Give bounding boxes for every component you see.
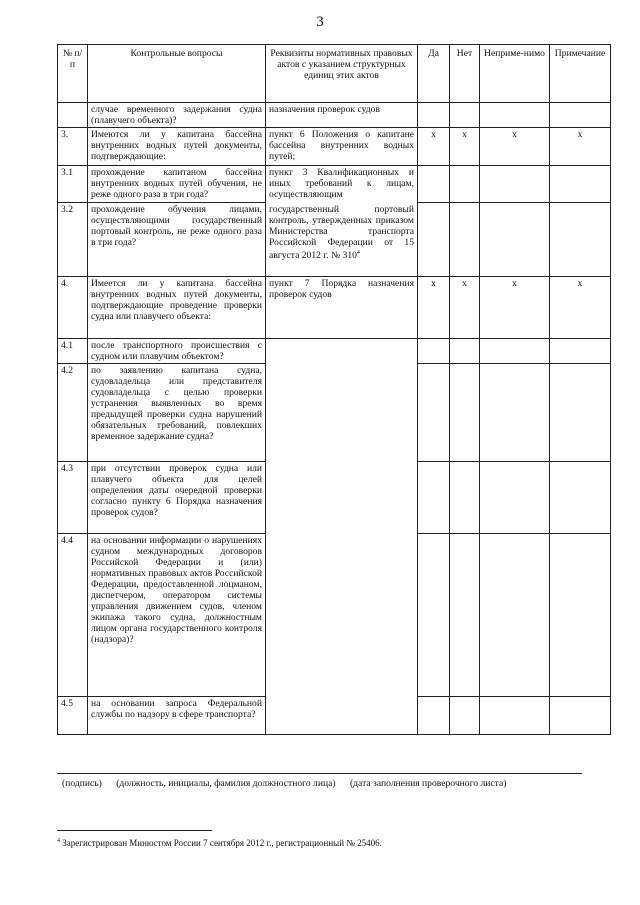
cell-note[interactable]	[550, 203, 611, 277]
footnote-text: Зарегистрирован Минюстом России 7 сентября 2012 г., регистрационный № 25406.	[62, 838, 382, 848]
row-requisite: пункт 6 Положения о капитане бассейна внутренних водных путей;	[266, 128, 418, 166]
row-question: Имеется ли у капитана бассейна внутренних водных путей документы, подтверждающие проведение проверки судна или плавучего объекта:	[88, 277, 266, 339]
footnote-ref: 4	[356, 249, 360, 256]
cell-note[interactable]	[550, 103, 611, 128]
table-row	[58, 203, 611, 277]
table-header-row	[58, 45, 611, 103]
row-question: Имеются ли у капитана бассейна внутренних водных путей документы, подтверждающие:	[88, 128, 266, 166]
cell-na[interactable]	[480, 203, 550, 277]
cell-na[interactable]	[480, 534, 550, 697]
row-num: 3.	[58, 128, 88, 166]
header-questions: Контрольные вопросы	[88, 45, 266, 103]
signature-line	[57, 773, 582, 774]
row-requisite-empty	[266, 697, 418, 735]
cell-no[interactable]	[450, 339, 480, 364]
header-note: Примечание	[550, 45, 611, 103]
requisite-text: государственный портовый контроль, утвержденных приказом Министерства транспорта Российской Федерации от 15 августа 2012 г. № 310	[269, 203, 414, 261]
cell-yes[interactable]: x	[418, 128, 450, 166]
footnote-divider	[57, 830, 212, 831]
signature-labels	[62, 778, 622, 789]
cell-no[interactable]	[450, 103, 480, 128]
cell-na[interactable]	[480, 697, 550, 735]
table-row	[58, 277, 611, 339]
header-na: Неприме-нимо	[480, 45, 550, 103]
row-question: по заявлению капитана судна, судовладельца или представителя судовладельца с целью проверки устранения выявленных во время предыдущей проверки судна нарушений обязательных требований, повлекших временное задержание судна?	[88, 364, 266, 462]
row-num: 4.5	[58, 697, 88, 735]
row-requisite: назначения проверок судов	[266, 103, 418, 128]
cell-note[interactable]: x	[550, 277, 611, 339]
checklist-table	[57, 44, 611, 735]
footnote	[57, 838, 617, 848]
position-label: (должность, инициалы, фамилия должностного лица)	[116, 778, 336, 789]
row-question: прохождение обучения лицами, осуществляющими государственный портовый контроль, не реже одного раза в три года?	[88, 203, 266, 277]
cell-note[interactable]: x	[550, 128, 611, 166]
cell-na[interactable]	[480, 364, 550, 462]
row-num: 4.3	[58, 462, 88, 534]
cell-yes[interactable]	[418, 103, 450, 128]
cell-no[interactable]	[450, 166, 480, 203]
cell-note[interactable]	[550, 166, 611, 203]
row-question: на основании информации о нарушениях судном международных договоров Российской Федерации и (или) нормативных правовых актов Российской Федерации, предоставленной лоцманом, диспетчером, оператором системы управления движением судов, членом экипажа такого судна, должностным лицом органа государственного контроля (надзора)?	[88, 534, 266, 697]
row-num: 4.1	[58, 339, 88, 364]
row-question: случае временного задержания судна (плавучего объекта)?	[88, 103, 266, 128]
row-num: 3.2	[58, 203, 88, 277]
row-num	[58, 103, 88, 128]
row-requisite-empty	[266, 534, 418, 697]
row-question: при отсутствии проверок судна или плавучего объекта для целей определения даты очередной проверки согласно пункту 6 Порядка назначения проверок судов?	[88, 462, 266, 534]
cell-yes[interactable]	[418, 462, 450, 534]
cell-na[interactable]	[480, 103, 550, 128]
cell-yes[interactable]	[418, 534, 450, 697]
row-requisite: пункт 3 Квалификационных и иных требований к лицам, осуществляющим	[266, 166, 418, 203]
cell-na[interactable]	[480, 462, 550, 534]
cell-note[interactable]	[550, 462, 611, 534]
cell-yes[interactable]: x	[418, 277, 450, 339]
cell-na[interactable]	[480, 166, 550, 203]
table-row	[58, 103, 611, 128]
page-number: 3	[316, 14, 324, 30]
table-row	[58, 462, 611, 534]
cell-no[interactable]	[450, 697, 480, 735]
cell-na[interactable]: x	[480, 277, 550, 339]
cell-note[interactable]	[550, 697, 611, 735]
cell-no[interactable]	[450, 534, 480, 697]
table-row	[58, 339, 611, 364]
row-question: на основании запроса Федеральной службы по надзору в сфере транспорта?	[88, 697, 266, 735]
row-num: 4.4	[58, 534, 88, 697]
row-requisite: пункт 7 Порядка назначения проверок судов	[266, 277, 418, 339]
cell-na[interactable]	[480, 339, 550, 364]
row-num: 4.2	[58, 364, 88, 462]
cell-note[interactable]	[550, 339, 611, 364]
signature-label: (подпись)	[62, 778, 102, 789]
row-requisite-empty	[266, 462, 418, 534]
row-requisite	[266, 203, 418, 277]
header-yes: Да	[418, 45, 450, 103]
header-no: Нет	[450, 45, 480, 103]
table-row	[58, 534, 611, 697]
cell-na[interactable]: x	[480, 128, 550, 166]
row-question: после транспортного происшествия с судном или плавучим объектом?	[88, 339, 266, 364]
row-question: прохождение капитаном бассейна внутренних водных путей обучения, не реже одного раза в три года?	[88, 166, 266, 203]
cell-no[interactable]	[450, 462, 480, 534]
cell-yes[interactable]	[418, 364, 450, 462]
date-label: (дата заполнения проверочного листа)	[349, 778, 507, 789]
row-num: 4.	[58, 277, 88, 339]
footnote-mark: 4	[57, 838, 60, 844]
row-requisite-empty	[266, 364, 418, 462]
cell-note[interactable]	[550, 534, 611, 697]
cell-no[interactable]: x	[450, 277, 480, 339]
cell-yes[interactable]	[418, 203, 450, 277]
cell-no[interactable]	[450, 364, 480, 462]
cell-yes[interactable]	[418, 339, 450, 364]
cell-no[interactable]: x	[450, 128, 480, 166]
row-requisite-empty	[266, 339, 418, 364]
header-num: № п/п	[58, 45, 88, 103]
cell-note[interactable]	[550, 364, 611, 462]
table-row	[58, 128, 611, 166]
cell-yes[interactable]	[418, 697, 450, 735]
cell-yes[interactable]	[418, 166, 450, 203]
row-num: 3.1	[58, 166, 88, 203]
table-row	[58, 166, 611, 203]
table-row	[58, 364, 611, 462]
cell-no[interactable]	[450, 203, 480, 277]
header-requisites: Реквизиты нормативных правовых актов с указанием структурных единиц этих актов	[266, 45, 418, 103]
table-row	[58, 697, 611, 735]
